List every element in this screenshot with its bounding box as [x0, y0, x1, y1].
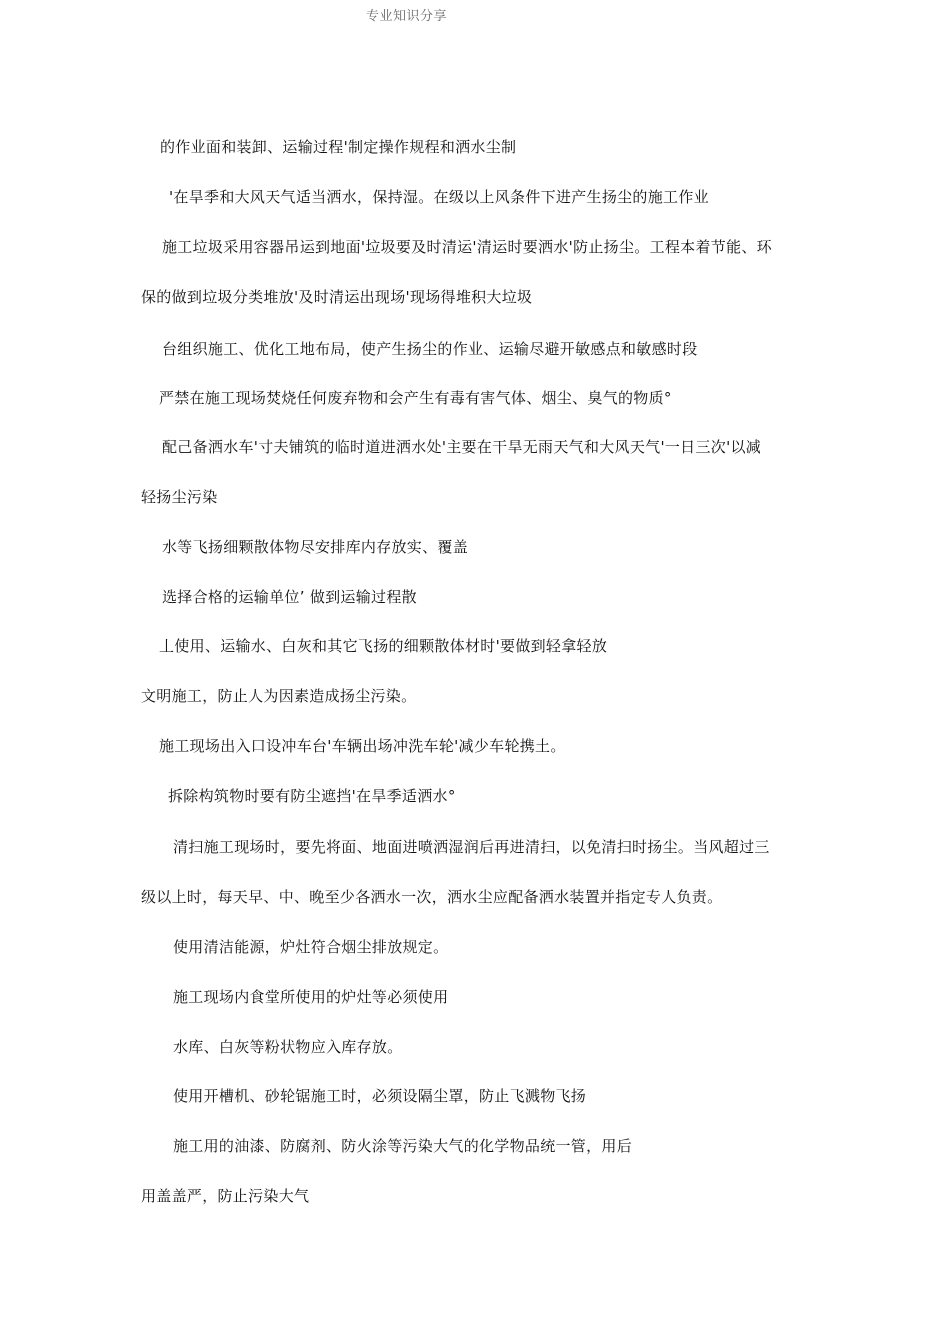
paragraph-line: 台组织施工、优化工地布局，使产生扬尘的作业、运输尽避开敏感点和敏感时段	[162, 340, 698, 358]
paragraph-line: 使用开槽机、砂轮锯施工时，必须设隔尘罩，防止飞溅物飞扬	[173, 1087, 587, 1105]
paragraph-line: 施工现场出入口设冲车台'车辆出场冲洗车轮'减少车轮携土。	[159, 737, 566, 755]
paragraph-line: 清扫施工现场时，要先将面、地面进喷洒湿润后再进清扫，以免清扫时扬尘。当风超过三	[173, 838, 770, 856]
paragraph-line: 级以上时，每天早、中、晚至少各洒水一次，洒水尘应配备洒水装置并指定专人负责。	[141, 888, 723, 906]
paragraph-line: 用盖盖严，防止污染大气	[141, 1187, 310, 1205]
paragraph-line: 施工垃圾采用容器吊运到地面'垃圾要及时清运'清运时要洒水'防止扬尘。工程本着节能、环	[162, 238, 772, 256]
paragraph-line: 文明施工，防止人为因素造成扬尘污染。	[141, 687, 417, 705]
paragraph-line: 使用清洁能源，炉灶符合烟尘排放规定。	[173, 938, 449, 956]
paragraph-line: 的作业面和装卸、运输过程'制定操作规程和洒水尘制	[160, 138, 517, 156]
paragraph-line: 严禁在施工现场焚烧任何废弃物和会产生有毒有害气体、烟尘、臭气的物质°	[159, 389, 672, 407]
paragraph-line: 水等飞扬细颗散体物尽安排库内存放实、覆盖	[162, 538, 469, 556]
paragraph-line: 配己备洒水车'寸夫铺筑的临时道进洒水处'主要在干旱无雨天气和大风天气'一日三次'以减	[162, 438, 762, 456]
paragraph-line: 施工现场内食堂所使用的炉灶等必须使用	[173, 988, 449, 1006]
paragraph-line: 拆除构筑物时要有防尘遮挡'在旱季适洒水°	[168, 787, 456, 805]
paragraph-line: 保的做到垃圾分类堆放'及时清运出现场'现场得堆积大垃圾	[141, 288, 533, 306]
paragraph-line: 轻扬尘污染	[141, 488, 218, 506]
header-note: 专业知识分享	[366, 9, 448, 24]
paragraph-line: 选择合格的运输单位’ 做到运输过程散	[162, 588, 417, 606]
paragraph-line: 丄使用、运输水、白灰和其它飞扬的细颗散体材时'要做到轻拿轻放	[159, 637, 608, 655]
paragraph-line: '在旱季和大风天气适当洒水，保持湿。在级以上风条件下进产生扬尘的施工作业	[169, 188, 709, 206]
paragraph-line: 施工用的油漆、防腐剂、防火涂等污染大气的化学物品统一管，用后	[173, 1137, 633, 1155]
paragraph-line: 水库、白灰等粉状物应入库存放。	[173, 1038, 403, 1056]
